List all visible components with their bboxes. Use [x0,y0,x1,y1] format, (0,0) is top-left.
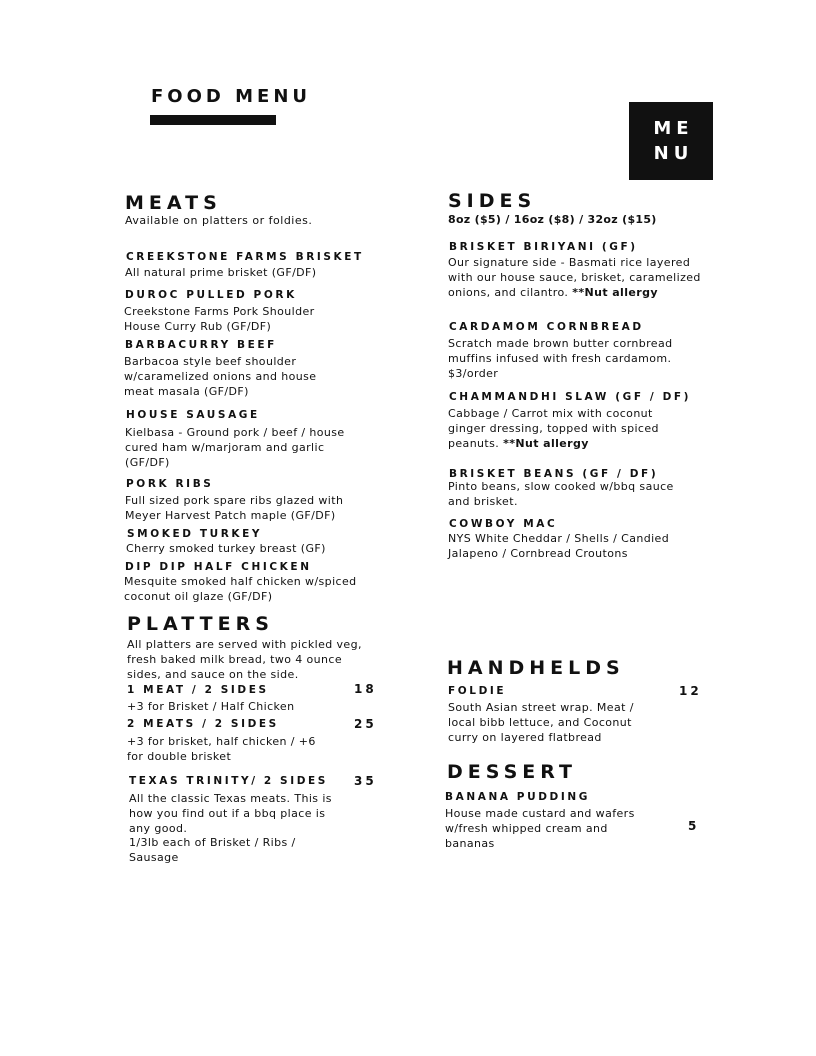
dessert-item-price: 5 [688,819,700,833]
platter-item-desc-detail: 1/3lb each of Brisket / Ribs / Sausage [129,836,296,864]
dessert-item-name: BANANA PUDDING [445,791,590,803]
side-item-name: BRISKET BEANS (GF / DF) [449,468,659,480]
meat-item-name: BARBACURRY BEEF [125,339,277,351]
platter-item-name: TEXAS TRINITY/ 2 SIDES [129,775,328,787]
dessert-heading: DESSERT [447,761,577,783]
meats-subtitle: Available on platters or foldies. [125,214,313,227]
meat-item-desc: Barbacoa style beef shoulder w/caramelized onions and house meat masala (GF/DF) [124,355,317,398]
handheld-item-name: FOLDIE [448,685,507,697]
menu-badge-line-1: ME [653,118,694,139]
platters-subtitle: All platters are served with pickled veg, fresh baked milk bread, two 4 ounce sides, and sauce on the side. [127,638,362,681]
side-item-desc: Scratch made brown butter cornbread muffins infused with fresh cardamom. $3/order [448,337,673,380]
meat-item-name: SMOKED TURKEY [127,528,263,540]
platter-item-name: 1 MEAT / 2 SIDES [127,684,269,696]
platter-item-name: 2 MEATS / 2 SIDES [127,718,279,730]
side-item-desc: Our signature side - Basmati rice layered with our house sauce, brisket, caramelized onions, and cilantro. **Nut allergy [448,256,701,299]
platter-item-desc: +3 for Brisket / Half Chicken [127,700,295,713]
side-item-desc: Cabbage / Carrot mix with coconut ginger dressing, topped with spiced peanuts. **Nut allergy [448,407,659,450]
meat-item-name: DIP DIP HALF CHICKEN [125,561,312,573]
sides-price-list: 8oz ($5) / 16oz ($8) / 32oz ($15) [448,213,657,226]
meat-item-desc: Creekstone Farms Pork Shoulder House Curry Rub (GF/DF) [124,305,315,333]
side-item-desc: NYS White Cheddar / Shells / Candied Jalapeno / Cornbread Croutons [448,532,670,560]
meat-item-name: DUROC PULLED PORK [125,289,297,301]
meat-item-desc: Cherry smoked turkey breast (GF) [126,542,326,555]
meat-item-name: CREEKSTONE FARMS BRISKET [126,251,364,263]
platter-item-price: 25 [354,717,377,731]
meat-item-desc: Kielbasa - Ground pork / beef / house cured ham w/marjoram and garlic (GF/DF) [125,426,345,469]
menu-badge-line-2: NU [653,143,694,164]
page-title: FOOD MENU [151,86,311,107]
nut-allergy-note: **Nut allergy [572,286,658,299]
title-underline [150,115,276,125]
handheld-item-price: 12 [679,684,702,698]
platter-item-desc: All the classic Texas meats. This is how you find out if a bbq place is any good. [129,792,332,835]
side-item-name: COWBOY MAC [449,518,558,530]
side-item-name: CARDAMOM CORNBREAD [449,321,644,333]
handhelds-heading: HANDHELDS [447,657,625,679]
sides-heading: SIDES [448,190,537,212]
side-item-name: CHAMMANDHI SLAW (GF / DF) [449,391,692,403]
handheld-item-desc: South Asian street wrap. Meat / local bibb lettuce, and Coconut curry on layered flatbread [448,701,634,744]
meat-item-name: PORK RIBS [126,478,214,490]
nut-allergy-note: **Nut allergy [503,437,589,450]
meats-heading: MEATS [125,192,222,214]
menu-badge [629,102,713,180]
platter-item-price: 35 [354,774,377,788]
platter-item-desc: +3 for brisket, half chicken / +6 for double brisket [127,735,316,763]
meat-item-desc: Mesquite smoked half chicken w/spiced coconut oil glaze (GF/DF) [124,575,357,603]
side-item-desc: Pinto beans, slow cooked w/bbq sauce and brisket. [448,480,674,508]
platters-heading: PLATTERS [127,613,274,635]
side-item-name: BRISKET BIRIYANI (GF) [449,241,638,253]
meat-item-name: HOUSE SAUSAGE [126,409,260,421]
meat-item-desc: All natural prime brisket (GF/DF) [125,266,317,279]
platter-item-price: 18 [354,682,377,696]
meat-item-desc: Full sized pork spare ribs glazed with Meyer Harvest Patch maple (GF/DF) [125,494,344,522]
dessert-item-desc: House made custard and wafers w/fresh whipped cream and bananas [445,807,635,850]
